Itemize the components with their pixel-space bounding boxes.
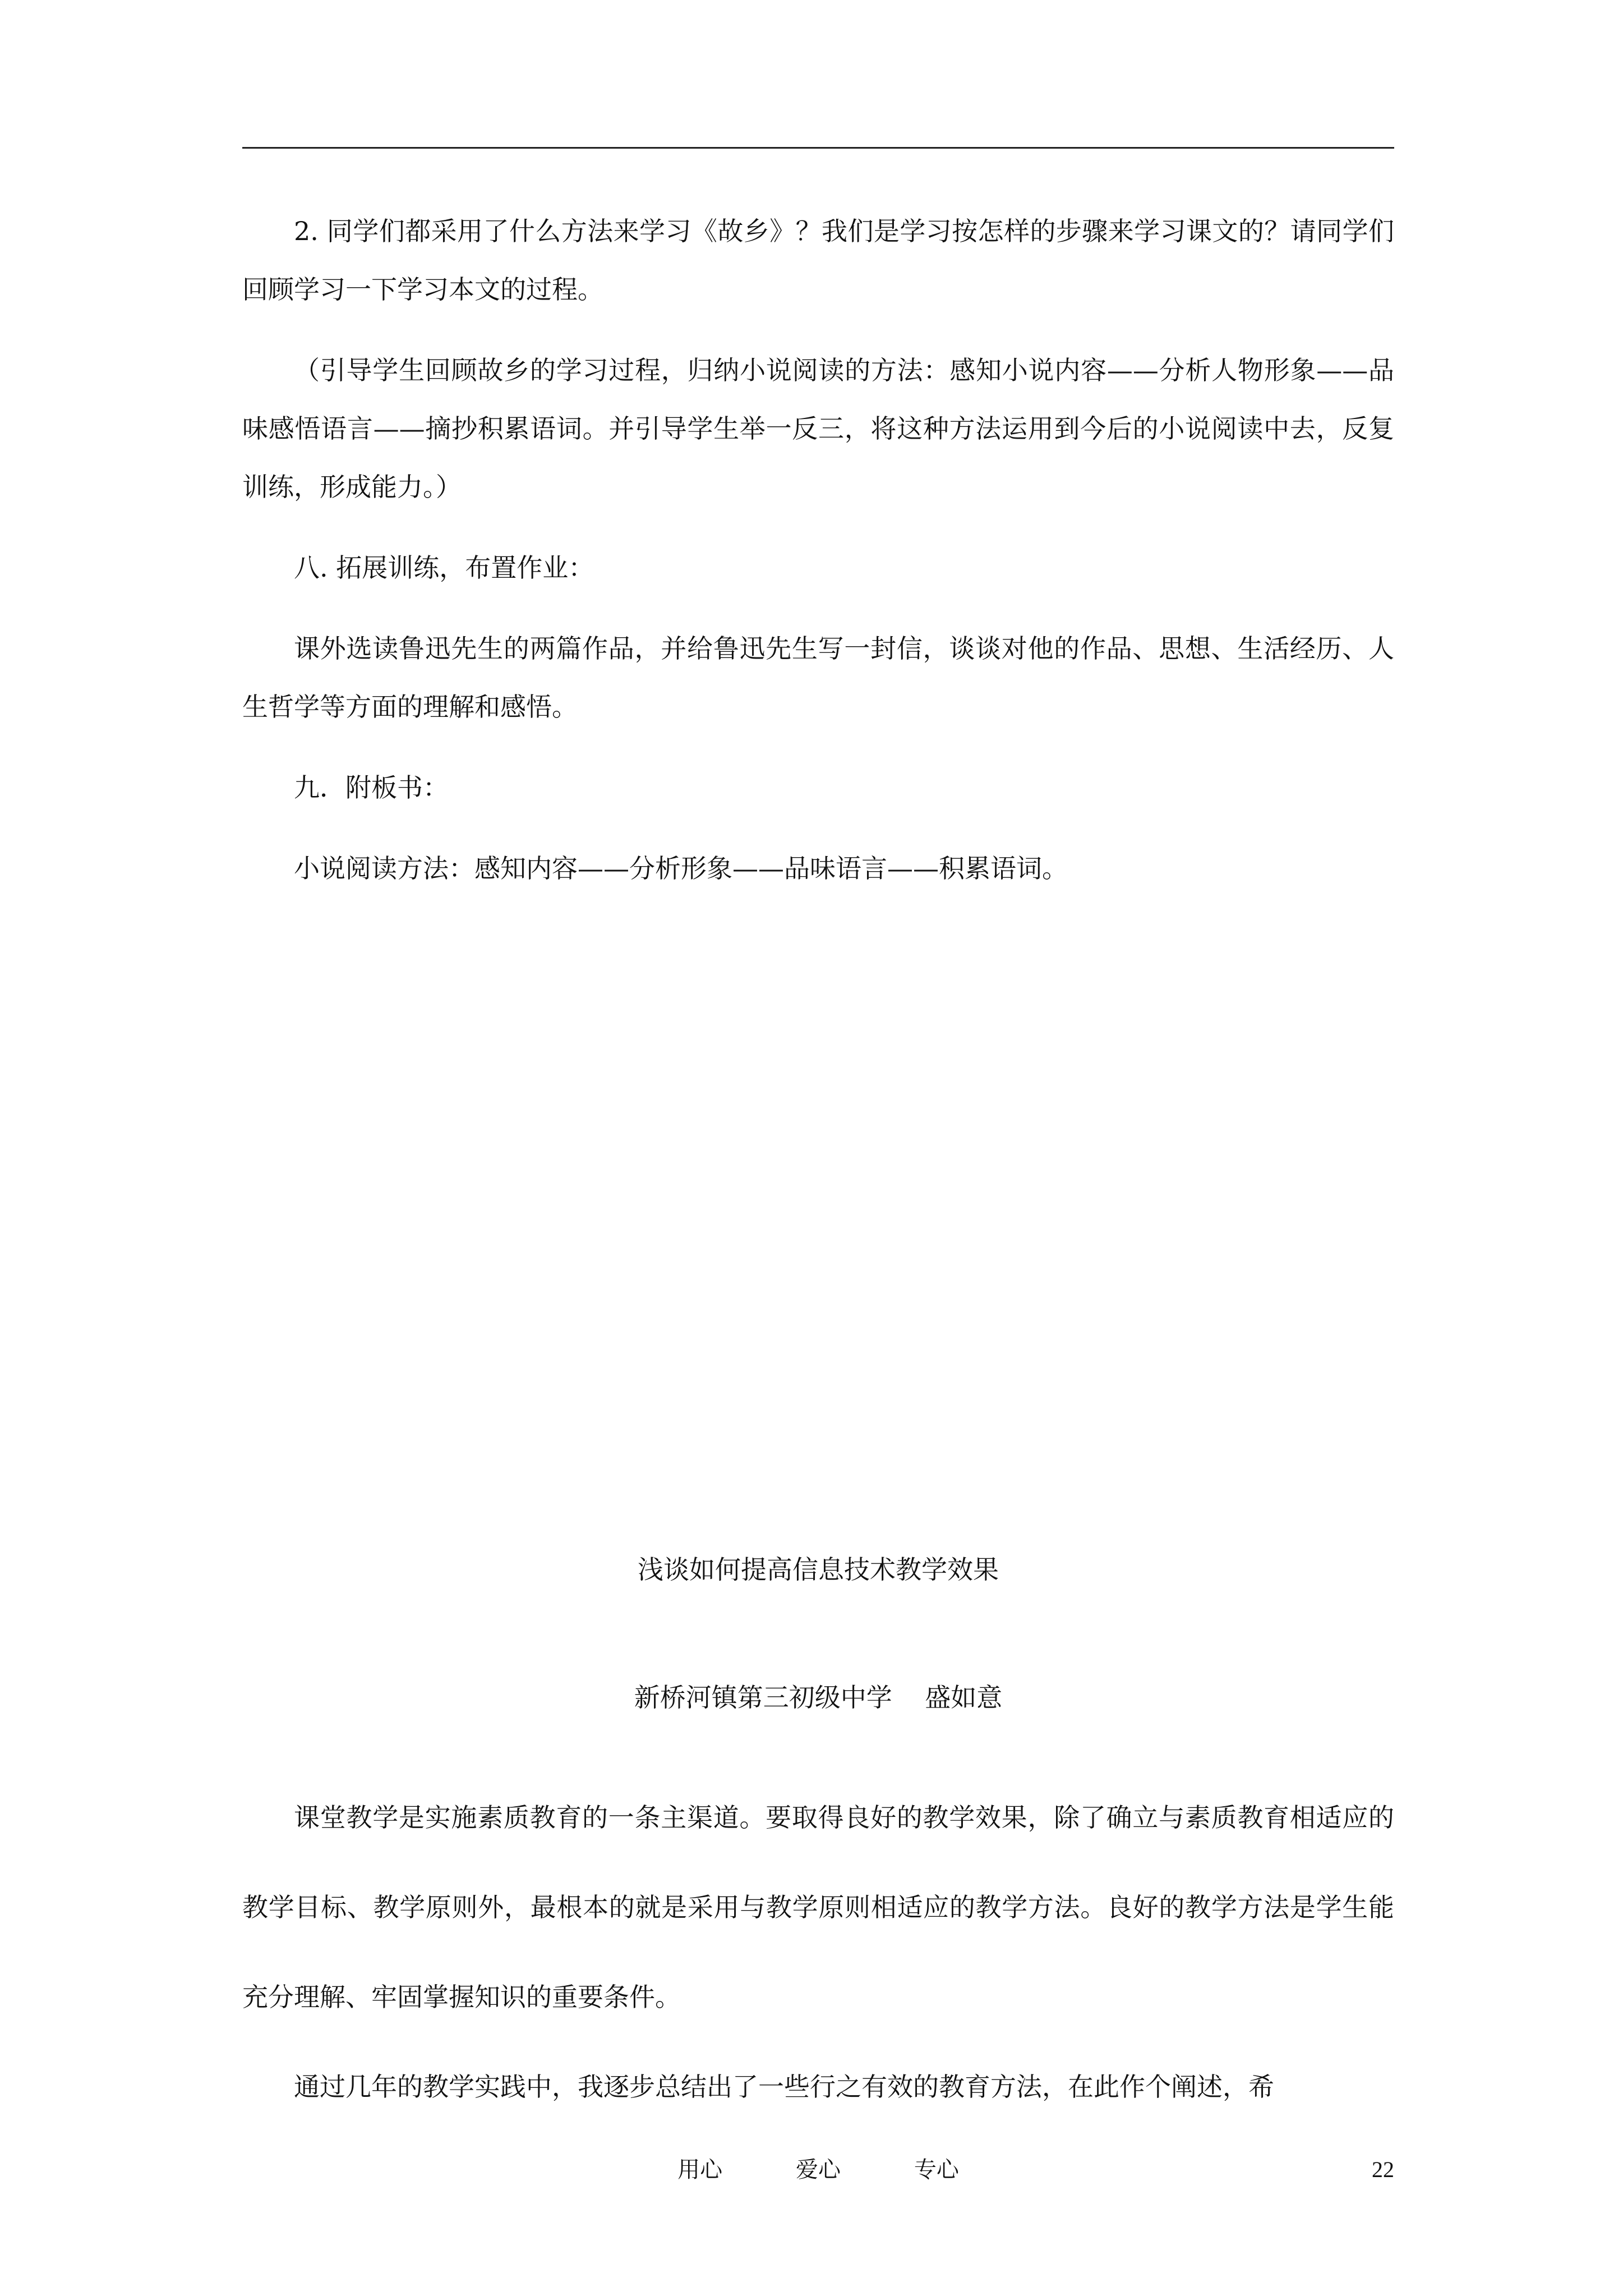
article-body xyxy=(242,1773,1394,2132)
page-number: 22 xyxy=(1372,2157,1394,2182)
paragraph-board-writing: 小说阅读方法：感知内容——分析形象——品味语言——积累语词。 xyxy=(294,853,1068,884)
paragraph-guidance: （引导学生回顾故乡的学习过程，归纳小说阅读的方法：感知小说内容——分析人物形象——品味感悟语言——摘抄积累语词。并引导学生举一反三，将这种方法运用到今后的小说阅读中去，反复训练，形成能力。） xyxy=(242,355,1394,502)
document-body xyxy=(242,202,1394,920)
section-heading-homework: 八. 拓展训练，布置作业： xyxy=(294,553,594,583)
article-author: 新桥河镇第三初级中学 盛如意 xyxy=(634,1682,1003,1713)
article-title: 浅谈如何提高信息技术教学效果 xyxy=(638,1554,999,1585)
section-heading-board: 九．附板书： xyxy=(294,772,449,803)
article-paragraph: 课堂教学是实施素质教育的一条主渠道。要取得良好的教学效果，除了确立与素质教育相适应的教学目标、教学原则外，最根本的就是采用与教学原则相适应的教学方法。良好的教学方法是学生能充分理解、牢固掌握知识的重要条件。 xyxy=(242,1802,1394,2012)
paragraph-question: 2. 同学们都采用了什么方法来学习《故乡》？我们是学习按怎样的步骤来学习课文的？请同学们回顾学习一下学习本文的过程。 xyxy=(242,216,1394,305)
article-paragraph: 通过几年的教学实践中，我逐步总结出了一些行之有效的教育方法，在此作个阐述，希 xyxy=(294,2072,1274,2102)
paragraph-homework: 课外选读鲁迅先生的两篇作品，并给鲁迅先生写一封信，谈谈对他的作品、思想、生活经历、人生哲学等方面的理解和感悟。 xyxy=(242,633,1394,722)
header-rule xyxy=(242,147,1394,149)
footer-slogan: 用心 爱心 专心 xyxy=(677,2157,959,2183)
